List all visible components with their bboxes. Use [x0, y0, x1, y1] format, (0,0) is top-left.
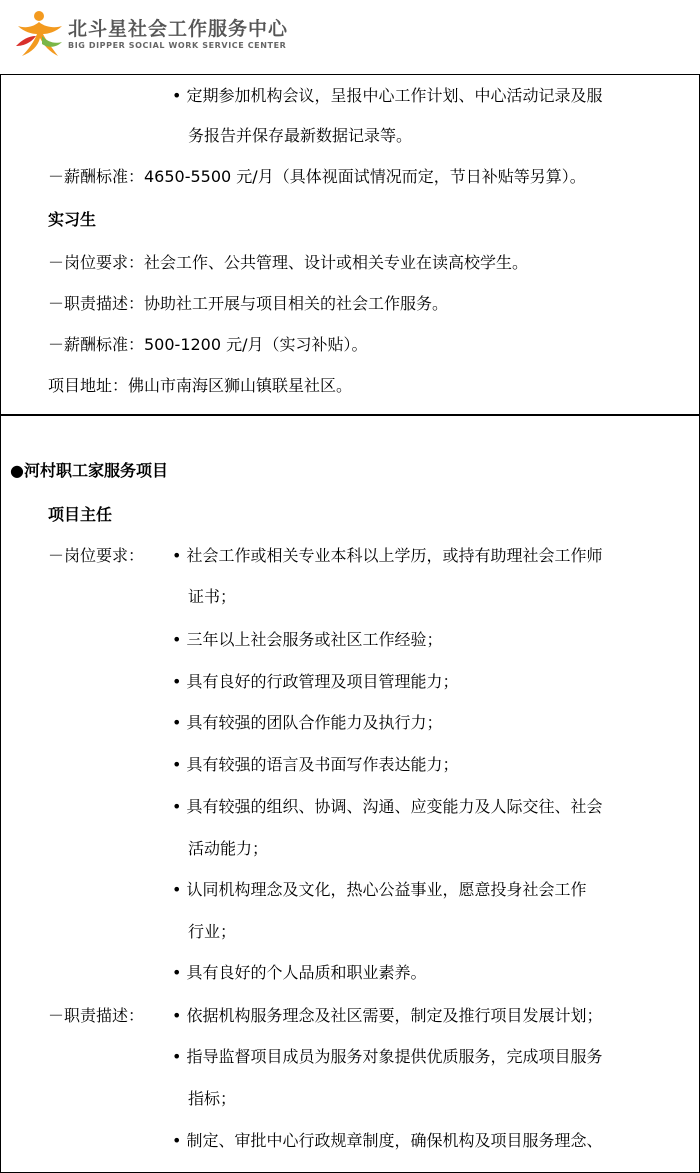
big-dipper-logo-icon [12, 6, 66, 62]
requirement-item: • 具有较强的团队合作能力及执行力； [172, 713, 443, 732]
requirement-item: • 三年以上社会服务或社区工作经验； [172, 630, 443, 649]
intern-requirement: －岗位要求：社会工作、公共管理、设计或相关专业在读高校学生。 [48, 253, 529, 272]
requirement-item: • 具有良好的行政管理及项目管理能力； [172, 672, 459, 691]
intern-duty: －职责描述：协助社工开展与项目相关的社会工作服务。 [48, 294, 449, 313]
requirement-item-wrap: 行业； [188, 922, 237, 941]
duty-item: • 依据机构服务理念及社区需要，制定及推行项目发展计划； [172, 1006, 603, 1025]
intern-salary: －薪酬标准：500-1200 元/月（实习补贴）。 [48, 335, 368, 354]
requirement-item: • 具有较强的语言及书面写作表达能力； [172, 755, 459, 774]
requirement-item-wrap: 证书； [188, 587, 237, 606]
duty-item: • 制定、审批中心行政规章制度，确保机构及项目服务理念、 [172, 1131, 603, 1150]
intern-title: 实习生 [48, 210, 97, 229]
logo-subtitle: BIG DIPPER SOCIAL WORK SERVICE CENTER [68, 41, 287, 50]
requirement-item: • 具有较强的组织、协调、沟通、应变能力及人际交往、社会 [172, 797, 603, 816]
requirement-item: • 具有良好的个人品质和职业素养。 [172, 963, 427, 982]
project-title: ●河村职工家服务项目 [10, 461, 168, 480]
duty-item-continued-wrap: 务报告并保存最新数据记录等。 [188, 126, 413, 145]
requirement-label: －岗位要求： [48, 546, 145, 565]
salary-line: －薪酬标准：4650-5500 元/月（具体视面试情况而定，节日补贴等另算）。 [48, 167, 586, 186]
logo-title: 北斗星社会工作服务中心 [68, 18, 289, 40]
duty-label: －职责描述： [48, 1006, 145, 1025]
duty-item: • 指导监督项目成员为服务对象提供优质服务，完成项目服务 [172, 1047, 603, 1066]
project-address: 项目地址：佛山市南海区狮山镇联星社区。 [48, 376, 353, 395]
requirement-item-wrap: 活动能力； [188, 839, 269, 858]
position-title: 项目主任 [48, 505, 113, 524]
header [0, 0, 700, 76]
duty-item-wrap: 指标； [188, 1089, 237, 1108]
duty-item-continued: • 定期参加机构会议，呈报中心工作计划、中心活动记录及服 [172, 86, 603, 105]
requirement-item: • 认同机构理念及文化，热心公益事业，愿意投身社会工作 [172, 880, 587, 899]
requirement-item: • 社会工作或相关专业本科以上学历，或持有助理社会工作师 [172, 546, 603, 565]
